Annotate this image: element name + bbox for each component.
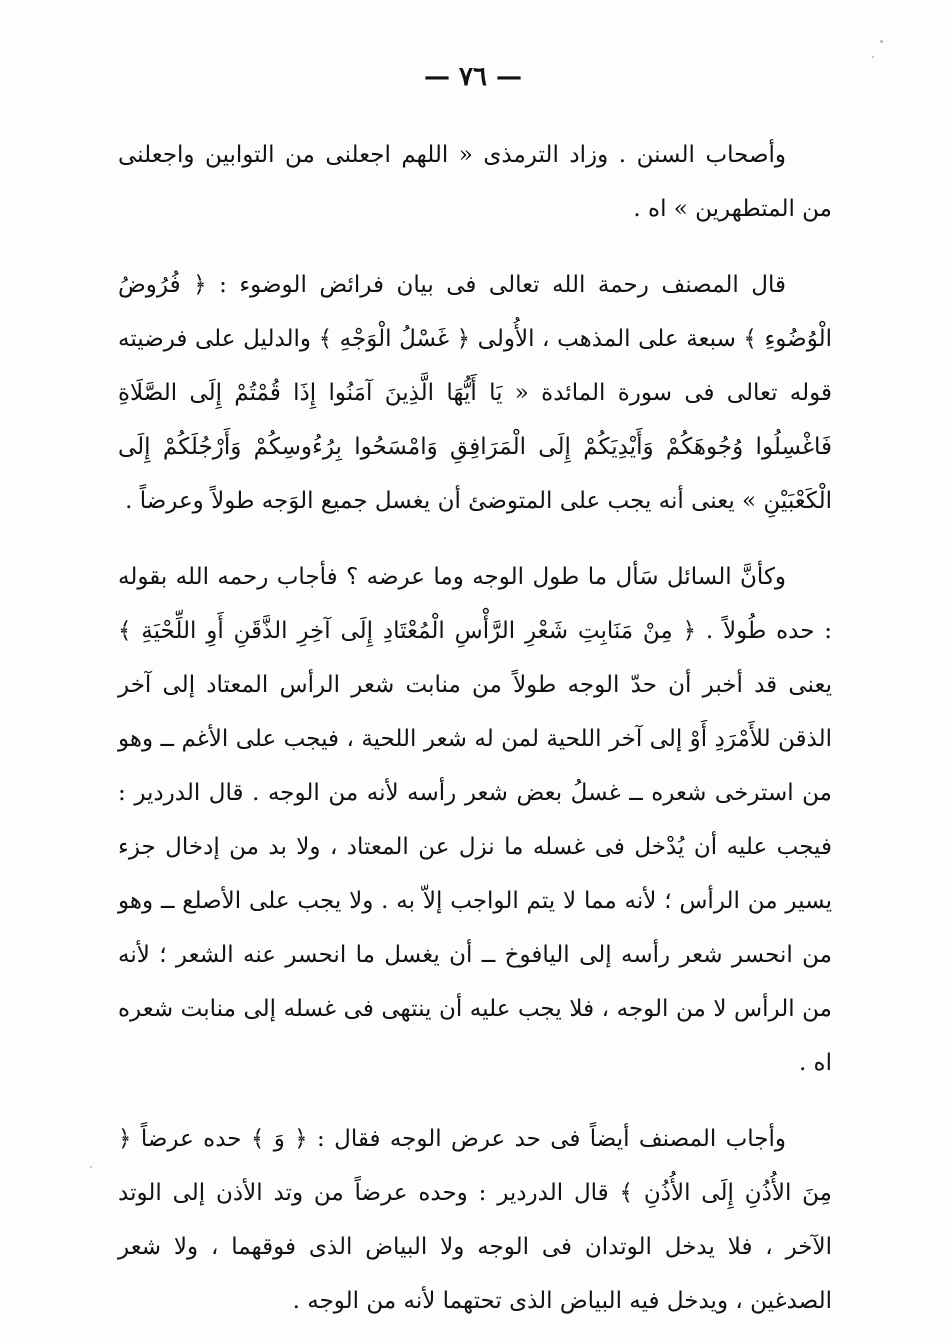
paragraph-face-length: وكأنَّ السائل سَأل ما طول الوجه وما عرضه ؟ فأجاب رحمه الله بقوله : حده طُولاً . ﴿ مِنْ مَنَابِتِ شَعْرِ الرَّأْسِ الْمُعْتَادِ إِلَى آخِرِ الذَّقَنِ أَوِ اللِّحْيَةِ ﴾ يعنى قد أخبر أن حدّ الوجه طولاً من منابت شعر الرأس المعتاد إلى آخر الذقن للأَمْرَدِ أَوْ إلى آخر اللحية لمن له شعر اللحية ، فيجب على الأغم ــ وهو من استرخى شعره ــ غسلُ بعض شعر رأسه لأنه من الوجه . قال الدردير : فيجب عليه أن يُدْخل فى غسله ما نزل عن المعتاد ، ولا بد من إدخال جزء يسير من الرأس ؛ لأنه مما لا يتم الواجب إلاّ به . ولا يجب على الأصلع ــ وهو من انحسر شعر رأسه إلى اليافوخ ــ أن يغسل ما انحسر عنه الشعر ؛ لأنه من الرأس لا من الوجه ، فلا يجب عليه أن ينتهى فى غسله إلى منابت شعره اه . bbox=[118, 564, 832, 1076]
paper-speck bbox=[90, 1166, 92, 1168]
paragraph-obligations-of-wudu: قال المصنف رحمة الله تعالى فى بيان فرائض الوضوء : ﴿ فُرُوضُ الْوُضُوءِ ﴾ سبعة على المذهب ، الأُولى ﴿ غَسْلُ الْوَجْهِ ﴾ والدليل على فرضيته قوله تعالى فى سورة المائدة « يَا أَيُّهَا الَّذِينَ آمَنُوا إِذَا قُمْتُمْ إِلَى الصَّلَاةِ فَاغْسِلُوا وُجُوهَكُمْ وَأَيْدِيَكُمْ إِلَى الْمَرَافِقِ وَامْسَحُوا بِرُءُوسِكُمْ وَأَرْجُلَكُمْ إِلَى الْكَعْبَيْنِ » يعنى أنه يجب على المتوضئ أن يغسل جميع الوَجه طولاً وعرضاً . bbox=[118, 272, 832, 514]
page-number: — ٧٦ — bbox=[423, 62, 523, 92]
body-text bbox=[118, 128, 832, 1328]
paragraph-closing-hadith: وأصحاب السنن . وزاد الترمذى « اللهم اجعلنى من التوابين واجعلنى من المتطهرين » اه . bbox=[118, 142, 832, 222]
paper-speck bbox=[872, 56, 874, 58]
paper-speck bbox=[880, 40, 883, 43]
paragraph-face-width: وأجاب المصنف أيضاً فى حد عرض الوجه فقال : ﴿ وَ ﴾ حده عرضاً ﴿ مِنَ الأُذُنِ إِلَى الأُذُنِ ﴾ قال الدردير : وحده عرضاً من وتد الأذن إلى الوتد الآخر ، فلا يدخل الوتدان فى الوجه ولا البياض الذى فوقهما ، ولا شعر الصدغين ، ويدخل فيه البياض الذى تحتهما لأنه من الوجه . bbox=[118, 1126, 832, 1314]
